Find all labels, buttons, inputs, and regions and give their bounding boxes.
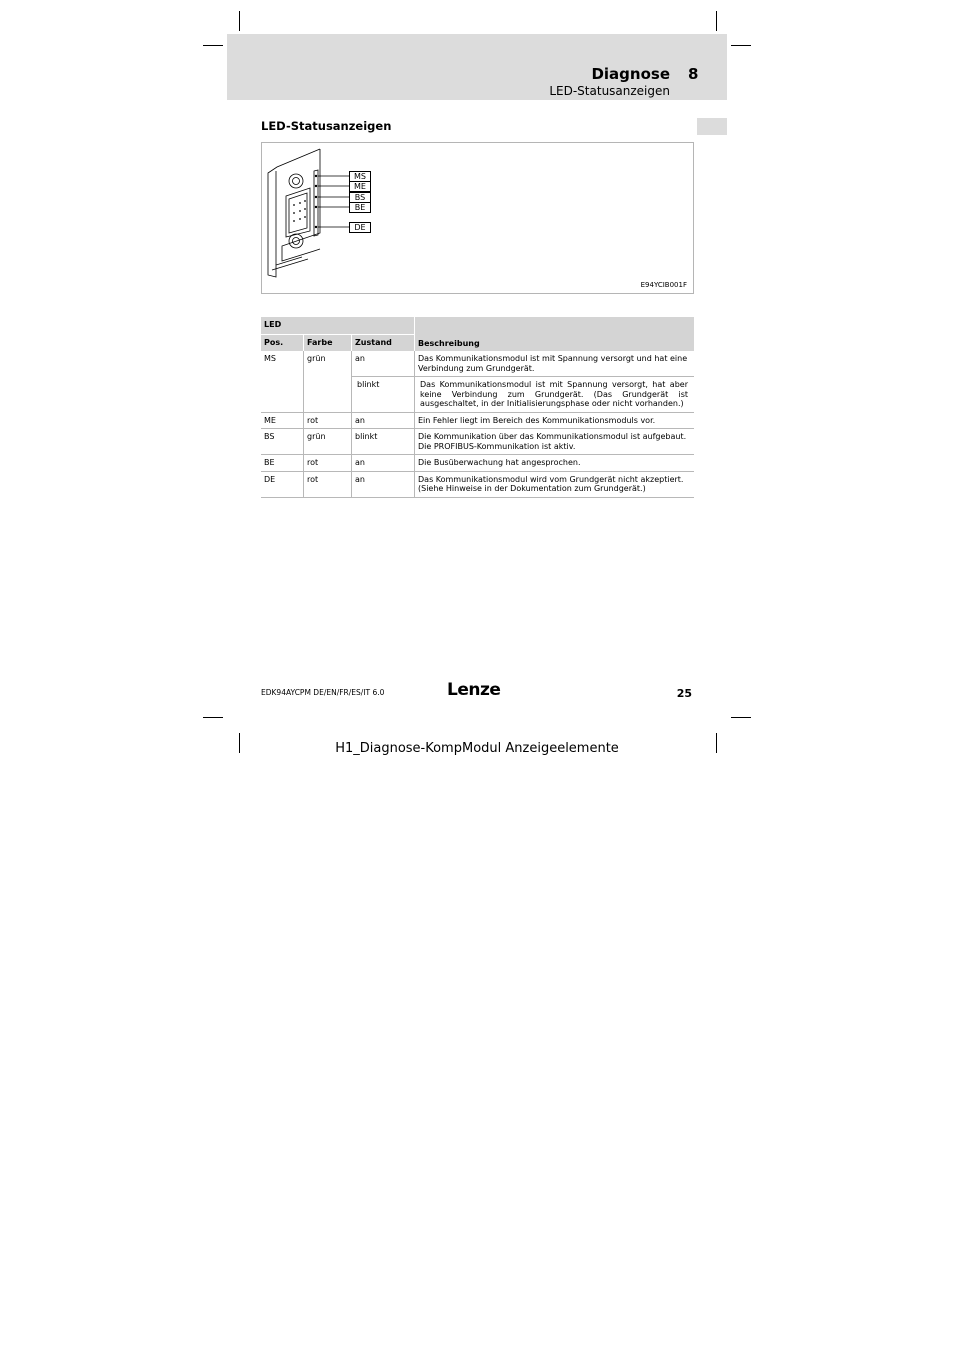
led-label-de: DE xyxy=(349,222,371,233)
cell-farbe: rot xyxy=(304,455,352,472)
crop-mark xyxy=(731,717,751,718)
page-caption: H1_Diagnose-KompModul Anzeigeelemente xyxy=(335,741,619,756)
cell-pos: BS xyxy=(261,429,304,455)
footer-doc-id: EDK94AYCPM DE/EN/FR/ES/IT 6.0 xyxy=(261,688,385,697)
led-figure xyxy=(261,142,694,294)
cell-zustand: an xyxy=(352,455,415,472)
page-number: 25 xyxy=(676,687,692,700)
column-header-beschreibung: Beschreibung xyxy=(415,317,695,351)
led-label-bs: BS xyxy=(349,192,371,203)
chapter-subtitle: LED-Statusanzeigen xyxy=(549,84,670,98)
lenze-logo: Lenze xyxy=(447,680,501,700)
led-label-me: ME xyxy=(349,181,371,192)
table-row xyxy=(261,429,694,455)
cell-farbe: grün xyxy=(304,429,352,455)
cell-pos: DE xyxy=(261,471,304,497)
cell-zustand: an xyxy=(352,351,415,377)
table-group-header: LED xyxy=(261,317,415,335)
module-drawing xyxy=(262,143,693,293)
table-row xyxy=(261,471,694,497)
crop-mark xyxy=(203,717,223,718)
cell-pos: BE xyxy=(261,455,304,472)
cell-zustand: blinkt xyxy=(352,377,415,413)
cell-beschreibung: Die Kommunikation über das Kommunikationsmodul ist aufgebaut. Die PROFIBUS-Kommunikation ist aktiv. xyxy=(415,429,695,455)
cell-beschreibung: Das Kommunikationsmodul wird vom Grundgerät nicht akzeptiert. (Siehe Hinweise in der Dokumentation zum Grundgerät.) xyxy=(415,471,695,497)
crop-mark xyxy=(239,11,240,31)
crop-mark xyxy=(731,45,751,46)
cell-beschreibung: Das Kommunikationsmodul ist mit Spannung versorgt, hat aber keine Verbindung zum Grundgerät. (Das Grundgerät ist ausgeschaltet, in der Initialisierungsphase oder nicht vorhanden.) xyxy=(415,377,695,413)
chapter-number: 8 xyxy=(688,65,699,83)
cell-farbe: rot xyxy=(304,471,352,497)
section-heading: LED-Statusanzeigen xyxy=(261,119,392,133)
column-header-farbe: Farbe xyxy=(304,335,352,352)
chapter-title: Diagnose xyxy=(591,65,670,83)
crop-mark xyxy=(716,11,717,31)
column-header-pos: Pos. xyxy=(261,335,304,352)
crop-mark xyxy=(203,45,223,46)
table-row xyxy=(261,351,694,377)
led-status-table xyxy=(261,317,694,498)
led-label-be: BE xyxy=(349,202,371,213)
column-header-zustand: Zustand xyxy=(352,335,415,352)
cell-farbe: rot xyxy=(304,412,352,429)
table-row xyxy=(261,455,694,472)
cell-beschreibung: Das Kommunikationsmodul ist mit Spannung versorgt und hat eine Verbindung zum Grundgerät. xyxy=(415,351,695,377)
cell-pos: MS xyxy=(261,351,304,412)
table-row xyxy=(261,412,694,429)
cell-beschreibung: Die Busüberwachung hat angesprochen. xyxy=(415,455,695,472)
led-label-ms: MS xyxy=(349,171,371,182)
cell-farbe: grün xyxy=(304,351,352,412)
cell-zustand: blinkt xyxy=(352,429,415,455)
cell-pos: ME xyxy=(261,412,304,429)
cell-zustand: an xyxy=(352,412,415,429)
cell-zustand: an xyxy=(352,471,415,497)
cell-beschreibung: Ein Fehler liegt im Bereich des Kommunikationsmoduls vor. xyxy=(415,412,695,429)
figure-id: E94YCIB001F xyxy=(640,281,687,289)
side-tab xyxy=(697,118,727,135)
